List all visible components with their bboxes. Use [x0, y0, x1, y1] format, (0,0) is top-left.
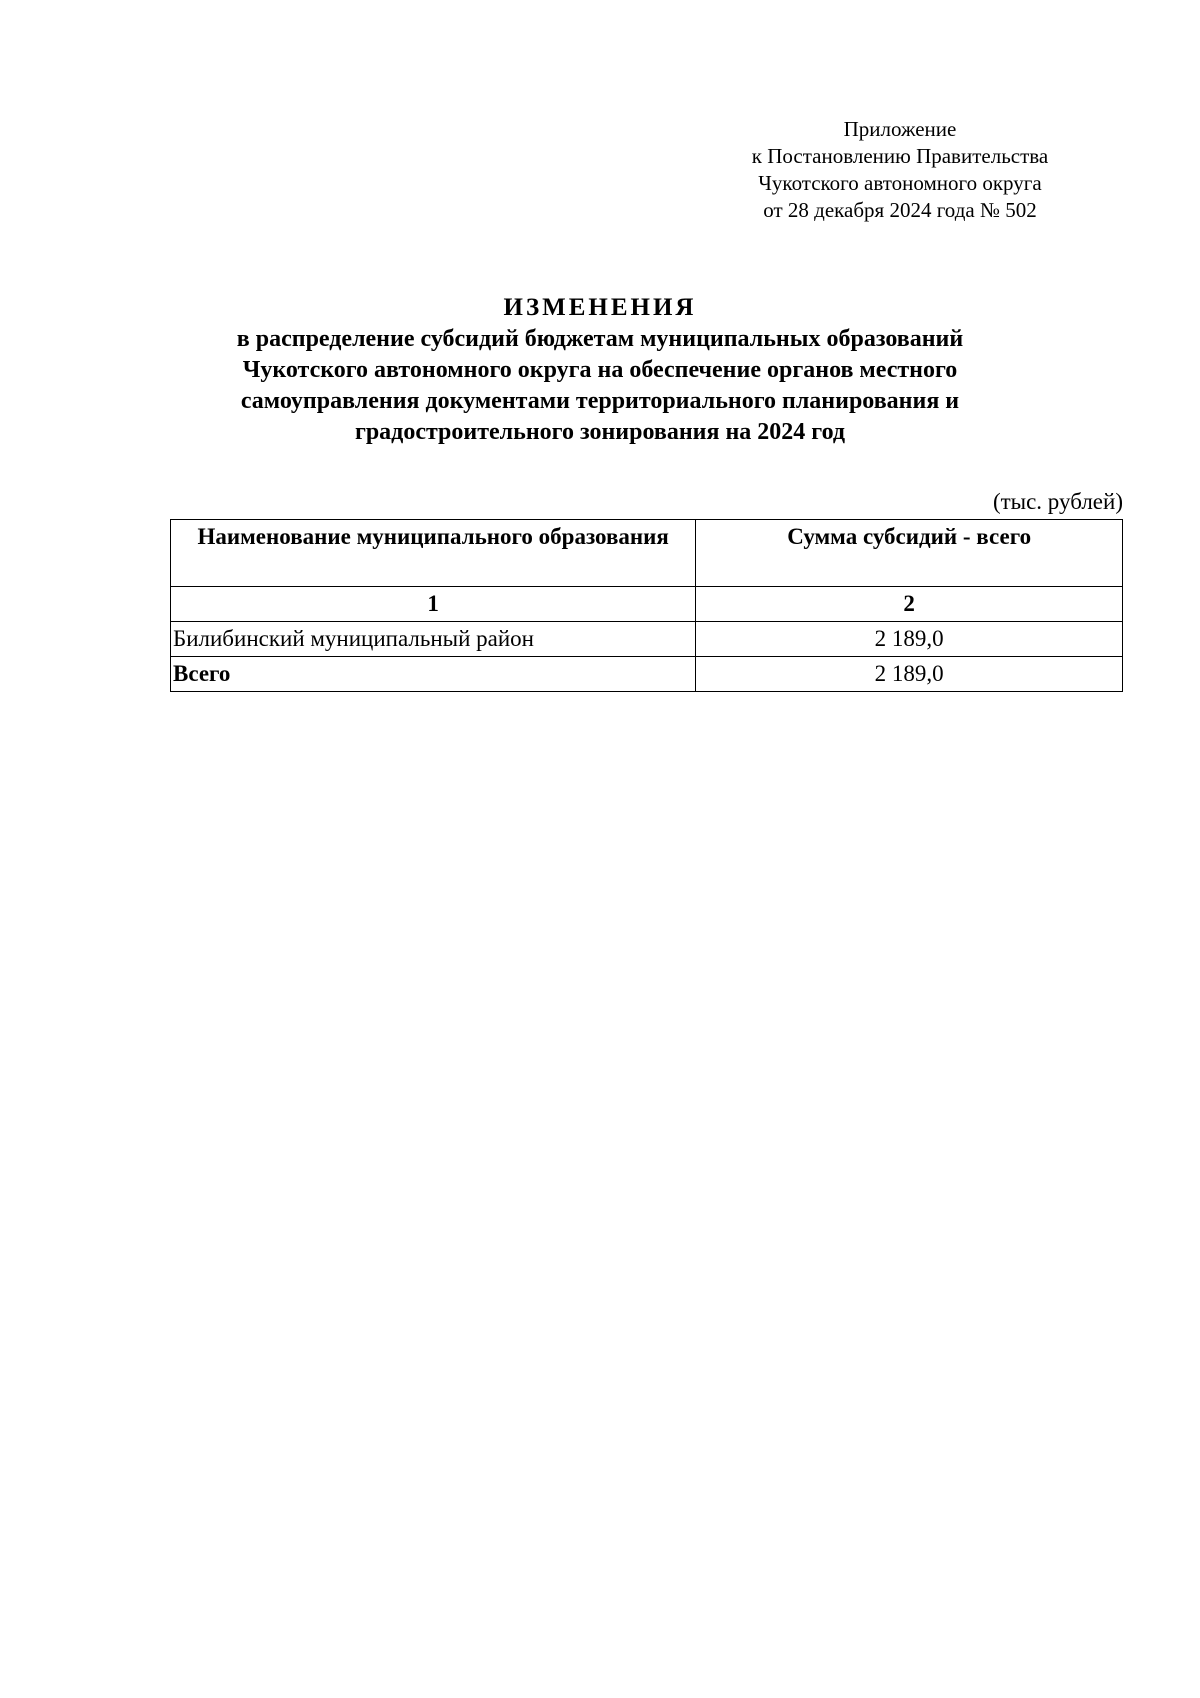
subtitle-line: самоуправления документами территориального планирования и [240, 388, 960, 414]
appendix-line: Приложение [843, 117, 957, 141]
appendix-line: от 28 декабря 2024 года № 502 [763, 198, 1037, 222]
units-label: (тыс. рублей) [992, 489, 1123, 514]
title-block [150, 292, 1050, 448]
column-number-row [171, 587, 1123, 622]
total-row [171, 657, 1123, 692]
total-label-cell: Всего [171, 657, 696, 692]
header-cell-amount: Сумма субсидий - всего [696, 520, 1123, 587]
header-cell-name: Наименование муниципального образования [171, 520, 696, 587]
document-title: ИЗМЕНЕНИЯ [503, 294, 697, 321]
amount-cell: 2 189,0 [696, 622, 1123, 657]
table-header-row [171, 520, 1123, 587]
table-row [171, 622, 1123, 657]
subtitle-line: в распределение субсидий бюджетам муниципальных образований [236, 326, 964, 352]
appendix-header [720, 116, 1080, 224]
appendix-line: к Постановлению Правительства [751, 144, 1049, 168]
column-number-cell: 1 [171, 587, 696, 622]
subtitle-line: Чукотского автономного округа на обеспечение органов местного [242, 357, 958, 383]
municipality-name-cell: Билибинский муниципальный район [171, 622, 696, 657]
column-number-cell: 2 [696, 587, 1123, 622]
subtitle-line: градостроительного зонирования на 2024 год [354, 419, 846, 445]
appendix-line: Чукотского автономного округа [758, 171, 1042, 195]
subsidy-table [170, 519, 1123, 692]
document-subtitle [150, 324, 1050, 448]
total-amount-cell: 2 189,0 [696, 657, 1123, 692]
